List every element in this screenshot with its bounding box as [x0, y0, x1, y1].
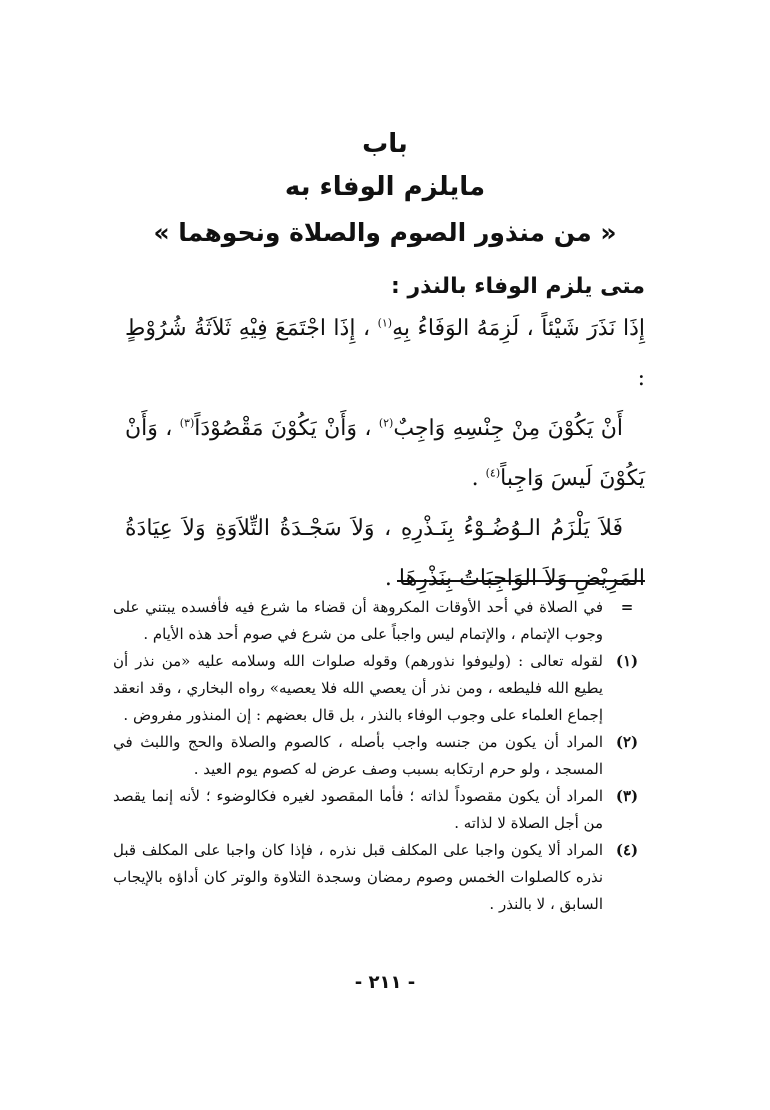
footnote-mark: (٢)	[615, 733, 639, 751]
footnote	[113, 837, 645, 918]
footnote-mark: (٤)	[615, 841, 639, 859]
chapter-title: مايلزم الوفاء به	[284, 172, 486, 202]
footnote-ref-2[interactable]: (٢)	[378, 416, 394, 430]
footnote-text: لقوله تعالى : (وليوفوا نذورهم) وقوله صلوات الله وسلامه عليه «من نذر أن يطيع الله فليطعه ، ومن نذر أن يعصي الله فلا يعصيه» رواه البخاري ، وقد انعقد إجماع العلماء على وجوب الوفاء بالنذر ، بل قال بعضهم : إن المنذور مفروض .	[113, 652, 603, 724]
footnote-text: في الصلاة في أحد الأوقات المكروهة أن قضاء ما شرع فيه فأفسده يبتني على وجوب الإتمام ، والإتمام ليس واجباً على من شرع في صوم أحد هذه الأيام .	[113, 598, 603, 643]
footnote-divider	[397, 580, 645, 582]
chapter-headings	[0, 128, 770, 250]
footnote	[113, 783, 645, 837]
chapter-subtitle: « من منذور الصوم والصلاة ونحوهما »	[153, 218, 617, 247]
page-number: - ٢١١ -	[354, 972, 416, 993]
footnote-text: المراد أن يكون من جنسه واجب بأصله ، كالصوم والصلاة والحج واللبث في المسجد ، ولو حرم ارتكابه بسبب وصف عرض له كصوم يوم العيد .	[113, 733, 603, 778]
footnote-mark: =	[620, 598, 634, 616]
paragraph-3: فَلاَ يَلْزَمُ الـوُضُـوْءُ بِنَـذْرِهِ ، وَلاَ سَجْـدَةُ التِّلاَوَةِ وَلاَ عِيَادَةُ المَرِيْضِ وَلاَ الوَاجِبَاتُ بِنَذْرِهَا .	[125, 516, 645, 591]
paragraph-1-rest: ، إِذَا اجْتَمَعَ فِيْهِ ثَلاَثَةُ شُرُوْطٍ :	[125, 316, 645, 391]
footnote	[113, 729, 645, 783]
paragraph-2-part-a: أَنْ يَكُوْنَ مِنْ جِنْسِهِ وَاجِبٌ	[393, 416, 624, 441]
footnote-mark: (٣)	[615, 787, 639, 805]
section-heading: متى يلزم الوفاء بالنذر :	[391, 274, 645, 299]
paragraph-1	[125, 304, 645, 404]
footnotes	[113, 594, 645, 918]
paragraph-2	[125, 404, 645, 504]
paragraph-2-part-c: ، وَأَنْ يَكُوْنَ لَيسَ وَاجِباً	[125, 416, 645, 491]
chapter-label: باب	[362, 129, 408, 159]
footnote-ref-3[interactable]: (٣)	[179, 416, 195, 430]
footnote-ref-1[interactable]: (١)	[377, 316, 393, 330]
footnote-text: المراد ألا يكون واجبا على المكلف قبل نذره ، فإذا كان واجبا على المكلف قبل نذره كالصلوات الخمس وصوم رمضان وسجدة التلاوة والوتر كان أداؤه بالإيجاب السابق ، لا بالنذر .	[113, 841, 603, 913]
paragraph-2-part-b: ، وَأَنْ يَكُوْنَ مَقْصُوْدَاً	[194, 416, 379, 441]
footnote-mark: (١)	[615, 652, 639, 670]
paragraph-2-part-d: .	[471, 466, 486, 491]
footnote	[113, 594, 645, 648]
main-text	[125, 270, 645, 604]
footnote-text: المراد أن يكون مقصوداً لذاته ؛ فأما المقصود لغيره فكالوضوء ؛ لأنه إنما يقصد من أجل الصلاة لا لذاته .	[113, 787, 603, 832]
paragraph-1-text: إِذَا نَذَرَ شَيْئاً ، لَزِمَهُ الوَفَاءُ بِهِ	[392, 316, 645, 341]
footnote-ref-4[interactable]: (٤)	[485, 466, 501, 480]
footnote	[113, 648, 645, 729]
